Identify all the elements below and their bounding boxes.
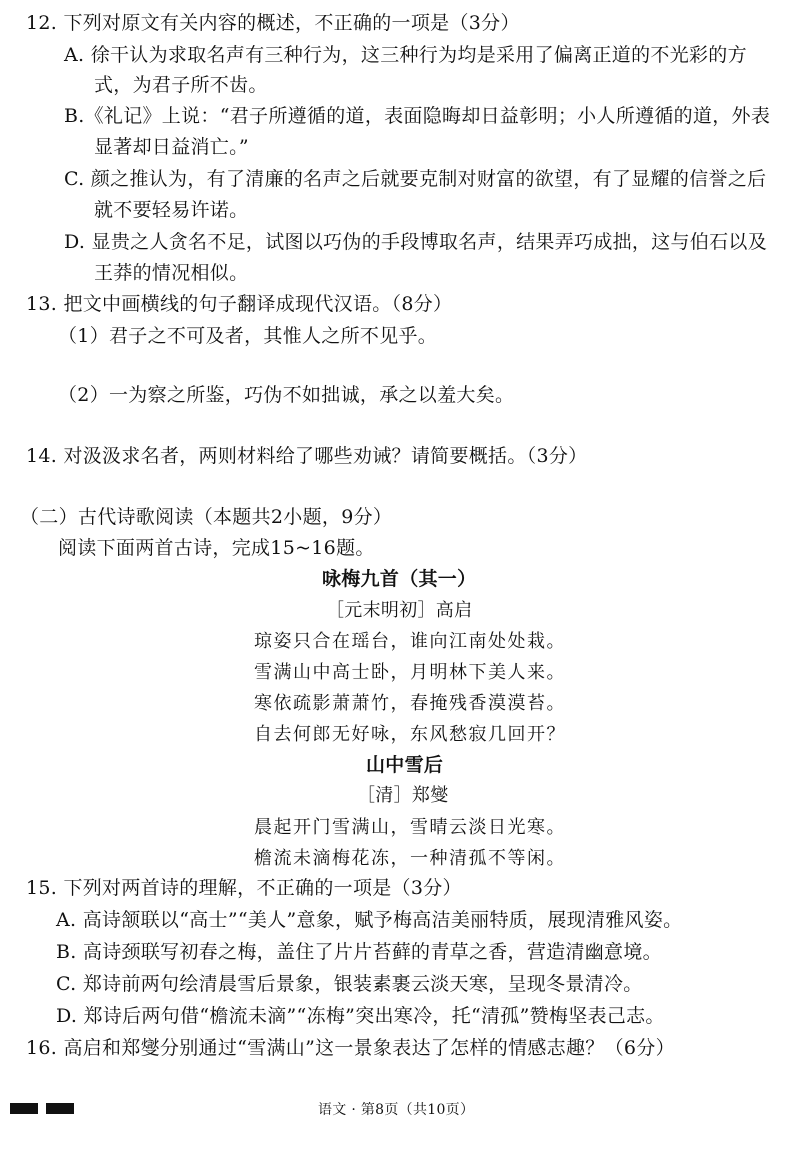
poem1-line-2: 雪满山中高士卧，月明林下美人来。 — [254, 662, 566, 683]
poem2-line-1: 晨起开门雪满山，雪晴云淡日光寒。 — [254, 817, 566, 838]
q12-option-a-line2: 式，为君子所不齿。 — [94, 74, 268, 96]
q15-option-d: D. 郑诗后两句借“檐流未滴”“冻梅”突出寒冷，托“清孤”赞梅坚表己志。 — [56, 1005, 665, 1027]
q13-sentence-1: （1）君子之不可及者，其惟人之所不见乎。 — [58, 325, 438, 347]
poem1-author: ［元末明初］高启 — [326, 600, 473, 621]
page-footer: 语文 · 第8页（共10页） — [318, 1102, 475, 1118]
q13-sentence-2: （2）一为察之所鉴，巧伪不如拙诚，承之以羞大矣。 — [58, 384, 515, 406]
q12-option-d-line2: 王莽的情况相似。 — [94, 262, 249, 284]
poem2-author: ［清］郑燮 — [357, 785, 449, 806]
scan-marker-right — [46, 1103, 74, 1114]
q15-option-a: A. 高诗颔联以“高士”“美人”意象，赋予梅高洁美丽特质，展现清雅风姿。 — [56, 909, 683, 931]
section-heading: （二）古代诗歌阅读（本题共2小题，9分） — [20, 506, 393, 528]
poem1-line-3: 寒依疏影萧萧竹，春掩残香漠漠苔。 — [254, 693, 566, 714]
q16-stem: 16. 高启和郑燮分别通过“雪满山”这一景象表达了怎样的情感志趣？（6分） — [26, 1037, 675, 1059]
q12-option-a-line1: A. 徐干认为求取名声有三种行为，这三种行为均是采用了偏离正道的不光彩的方 — [64, 44, 747, 66]
poem1-line-1: 琼姿只合在瑶台，谁向江南处处栽。 — [254, 631, 566, 652]
q15-stem: 15. 下列对两首诗的理解，不正确的一项是（3分） — [26, 877, 462, 899]
q15-option-b: B. 高诗颈联写初春之梅，盖住了片片苔藓的青草之香，营造清幽意境。 — [56, 941, 662, 963]
poem1-line-4: 自去何郎无好咏，东风愁寂几回开？ — [254, 724, 566, 745]
scan-marker-left — [10, 1103, 38, 1114]
poem1-title: 咏梅九首（其一） — [322, 568, 477, 590]
q12-option-d-line1: D. 显贵之人贪名不足，试图以巧伪的手段博取名声，结果弄巧成拙，这与伯石以及 — [64, 231, 768, 253]
q12-stem: 12. 下列对原文有关内容的概述，不正确的一项是（3分） — [26, 12, 520, 34]
q13-stem: 13. 把文中画横线的句子翻译成现代汉语。（8分） — [26, 293, 453, 315]
section-intro: 阅读下面两首古诗，完成15~16题。 — [58, 537, 375, 559]
q14-stem: 14. 对汲汲求名者，两则材料给了哪些劝诫？请简要概括。（3分） — [26, 445, 588, 467]
q12-option-b-line1: B.《礼记》上说：“君子所遵循的道，表面隐晦却日益彰明；小人所遵循的道，外表 — [64, 105, 771, 127]
poem2-title: 山中雪后 — [366, 754, 444, 776]
q12-option-c-line2: 就不要轻易许诺。 — [94, 199, 249, 221]
q12-option-c-line1: C. 颜之推认为，有了清廉的名声之后就要克制对财富的欲望，有了显耀的信誉之后 — [64, 168, 767, 190]
q12-option-b-line2: 显著却日益消亡。” — [94, 136, 249, 158]
poem2-line-2: 檐流未滴梅花冻，一种清孤不等闲。 — [254, 848, 566, 869]
q15-option-c: C. 郑诗前两句绘清晨雪后景象，银装素裹云淡天寒，呈现冬景清冷。 — [56, 973, 643, 995]
